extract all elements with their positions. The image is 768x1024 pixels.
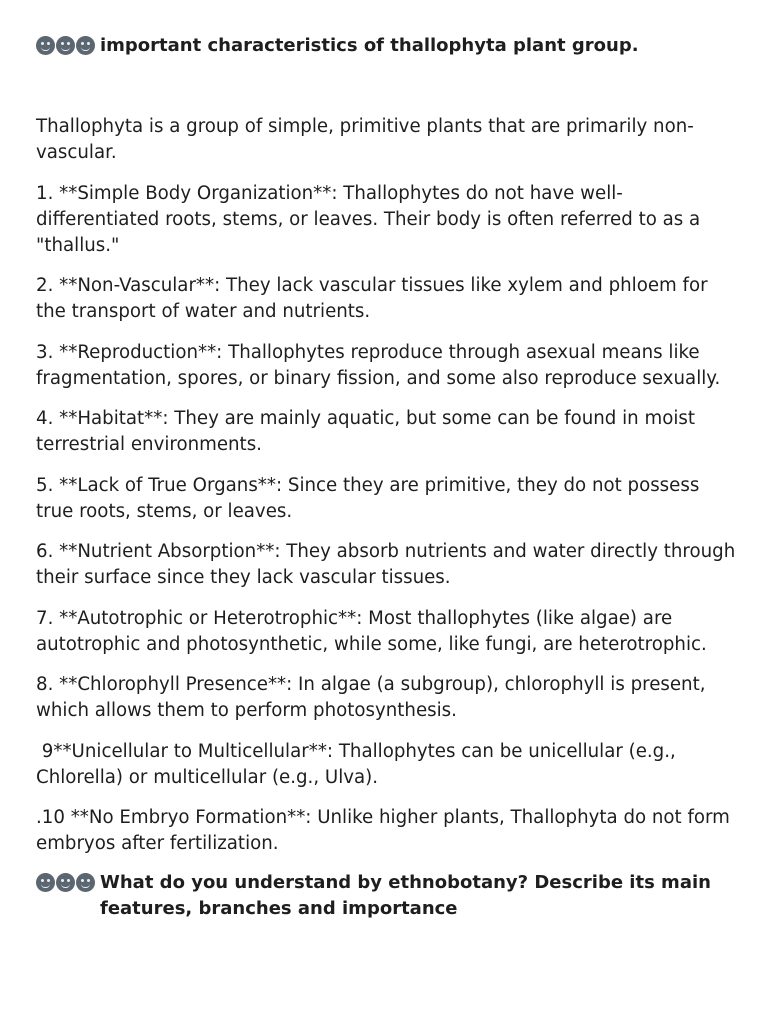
slightly-smiling-face-icon (56, 873, 75, 892)
list-item: 5. **Lack of True Organs**: Since they are primitive, they do not possess true roots, stems, or leaves. (36, 474, 706, 522)
list-item: 8. **Chlorophyll Presence**: In algae (a subgroup), chlorophyll is present, which allows them to perform photosynthesis. (36, 674, 712, 721)
list-item: 9**Unicellular to Multicellular**: Thallophytes can be unicellular (e.g., Chlorella) or multicellular (e.g., Ulva). (36, 740, 682, 788)
emoji-group (36, 870, 96, 892)
section-heading-ethnobotany (36, 870, 736, 922)
slightly-smiling-face-icon (36, 36, 55, 55)
heading-text: important characteristics of thallophyta plant group. (100, 35, 639, 56)
emoji-group (36, 33, 96, 55)
list-item: .10 **No Embryo Formation**: Unlike higher plants, Thallophyta do not form embryos after fertilization. (36, 807, 736, 854)
list-item: 2. **Non-Vascular**: They lack vascular tissues like xylem and phloem for the transport of water and nutrients. (36, 275, 714, 322)
slightly-smiling-face-icon (76, 36, 95, 55)
intro-paragraph: Thallophyta is a group of simple, primitive plants that are primarily non-vascular. (36, 116, 694, 163)
heading-text: What do you understand by ethnobotany? Describe its main features, branches and importance (100, 872, 711, 919)
slightly-smiling-face-icon (76, 873, 95, 892)
slightly-smiling-face-icon (56, 36, 75, 55)
section-heading-thallophyta (36, 33, 736, 59)
list-item: 6. **Nutrient Absorption**: They absorb nutrients and water directly through their surface since they lack vascular tissues. (36, 541, 742, 588)
list-item: 3. **Reproduction**: Thallophytes reproduce through asexual means like fragmentation, spores, or binary fission, and some also reproduce sexually. (36, 341, 721, 389)
list-item: 7. **Autotrophic or Heterotrophic**: Most thallophytes (like algae) are autotrophic and photosynthetic, while some, like fungi, are heterotrophic. (36, 607, 707, 655)
slightly-smiling-face-icon (36, 873, 55, 892)
list-item: 4. **Habitat**: They are mainly aquatic, but some can be found in moist terrestrial environments. (36, 408, 701, 455)
list-item: 1. **Simple Body Organization**: Thallophytes do not have well-differentiated roots, stems, or leaves. Their body is often referred to as a "thallus." (36, 182, 706, 256)
body-text (36, 114, 742, 872)
